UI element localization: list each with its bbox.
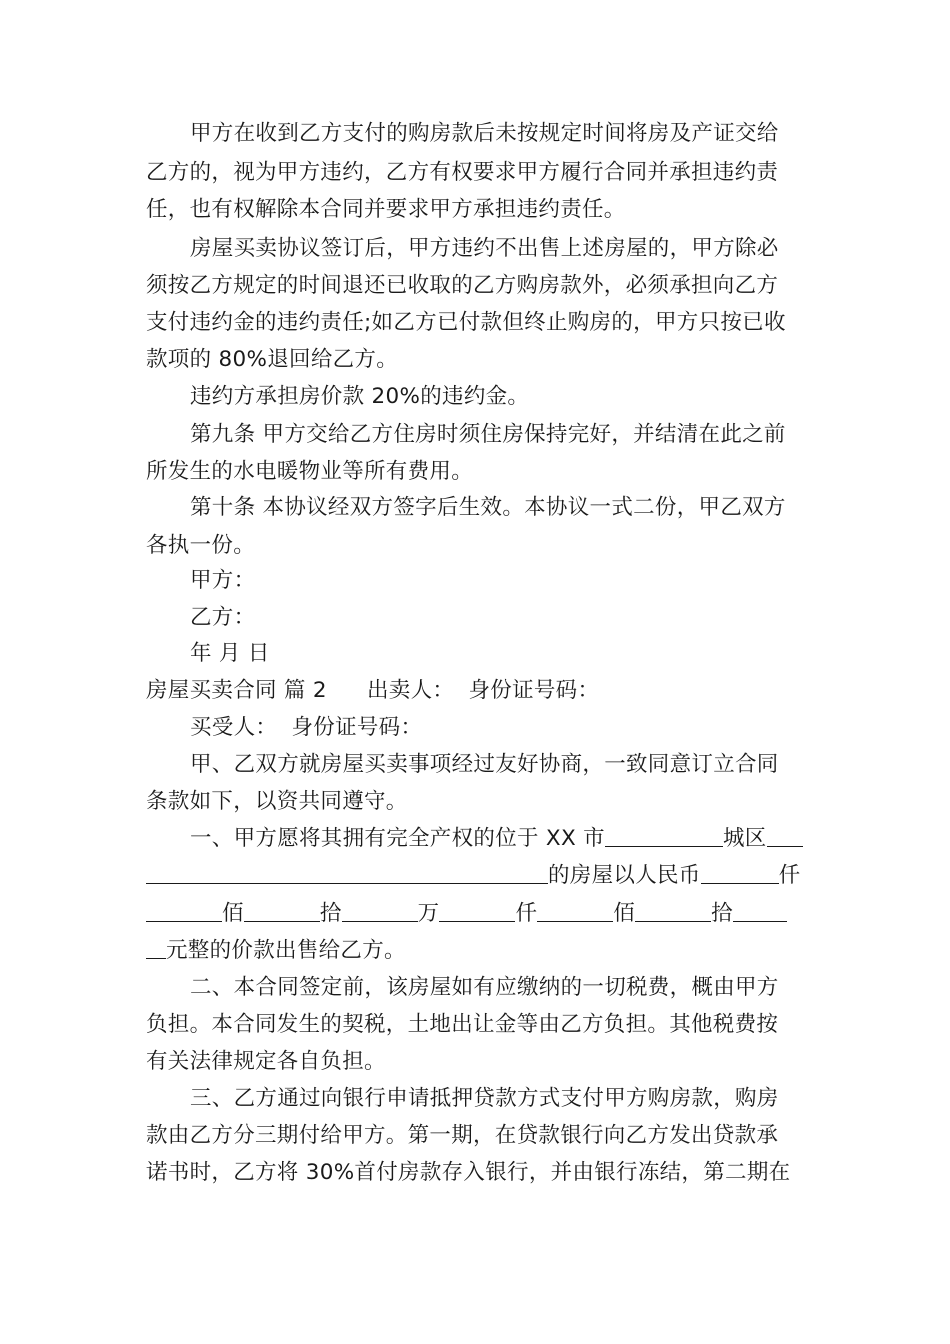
clause-text: 仟 — [515, 901, 538, 926]
section-title: 房屋买卖合同 篇 2 — [146, 678, 327, 703]
clause-text: 仟 — [778, 863, 801, 888]
paragraph-line: 条款如下，以资共同遵守。 — [146, 789, 408, 814]
paragraph-line: 二、本合同签定前，该房屋如有应缴纳的一切税费，概由甲方 — [190, 975, 779, 1000]
amount-blank[interactable] — [439, 899, 515, 922]
paragraph-line: 任，也有权解除本合同并要求甲方承担违约责任。 — [146, 197, 626, 222]
paragraph-line: 支付违约金的违约责任;如乙方已付款但终止购房的，甲方只按已收 — [146, 310, 786, 335]
paragraph-line: 乙方的，视为甲方违约，乙方有权要求甲方履行合同并承担违约责 — [146, 160, 779, 185]
city-blank[interactable] — [605, 824, 723, 847]
paragraph-line: 甲、乙双方就房屋买卖事项经过友好协商，一致同意订立合同 — [190, 752, 779, 777]
paragraph-line: 房屋买卖协议签订后，甲方违约不出售上述房屋的，甲方除必 — [190, 236, 779, 261]
amount-blank[interactable] — [244, 899, 320, 922]
paragraph-line: 须按乙方规定的时间退还已收取的乙方购房款外，必须承担向乙方 — [146, 273, 779, 298]
amount-blank[interactable] — [146, 936, 166, 959]
paragraph-line: 所发生的水电暖物业等所有费用。 — [146, 459, 474, 484]
clause-text: 元整的价款出售给乙方。 — [166, 938, 406, 963]
clause-text: 拾 — [711, 901, 733, 926]
paragraph-line: 款项的 80%退回给乙方。 — [146, 347, 399, 372]
amount-blank[interactable] — [635, 899, 711, 922]
party-b-signature-label: 乙方： — [190, 605, 256, 630]
paragraph-line: 款由乙方分三期付给甲方。第一期，在贷款银行向乙方发出贷款承 — [146, 1123, 779, 1148]
date-line: 年 月 日 — [190, 641, 270, 666]
seller-info-line: 出卖人： 身份证号码： — [367, 678, 600, 703]
clause-text: 佰 — [222, 901, 244, 926]
paragraph-line: 违约方承担房价款 20%的违约金。 — [190, 384, 530, 409]
party-a-signature-label: 甲方： — [190, 568, 256, 593]
clause-one-line — [146, 935, 406, 967]
amount-blank[interactable] — [701, 861, 779, 884]
amount-blank[interactable] — [342, 899, 418, 922]
clause-one-line — [146, 860, 800, 892]
clause-text: 城区 — [722, 826, 767, 851]
paragraph-line: 有关法律规定各自负担。 — [146, 1049, 386, 1074]
clause-one-line — [146, 898, 787, 930]
amount-blank[interactable] — [537, 899, 613, 922]
clause-text: 一、甲方愿将其拥有完全产权的位于 XX 市 — [190, 826, 605, 851]
district-blank[interactable] — [767, 824, 803, 847]
paragraph-line: 第十条 本协议经双方签字后生效。本协议一式二份，甲乙双方 — [190, 495, 786, 520]
paragraph-line: 诺书时，乙方将 30%首付房款存入银行，并由银行冻结，第二期在 — [146, 1160, 791, 1185]
paragraph-line: 第九条 甲方交给乙方住房时须住房保持完好，并结清在此之前 — [190, 422, 786, 447]
paragraph-line: 甲方在收到乙方支付的购房款后未按规定时间将房及产证交给 — [190, 121, 779, 146]
amount-blank[interactable] — [146, 899, 222, 922]
amount-blank[interactable] — [733, 899, 787, 922]
buyer-info-line: 买受人： 身份证号码： — [190, 715, 423, 740]
clause-one-line — [190, 823, 803, 855]
paragraph-line: 各执一份。 — [146, 533, 256, 558]
clause-text: 拾 — [319, 901, 342, 926]
clause-text: 万 — [417, 901, 440, 926]
clause-text: 佰 — [613, 901, 636, 926]
clause-text: 的房屋以人民币 — [548, 863, 701, 888]
address-blank[interactable] — [146, 861, 548, 884]
paragraph-line: 三、乙方通过向银行申请抵押贷款方式支付甲方购房款，购房 — [190, 1086, 779, 1111]
paragraph-line: 负担。本合同发生的契税，土地出让金等由乙方负担。其他税费按 — [146, 1012, 779, 1037]
